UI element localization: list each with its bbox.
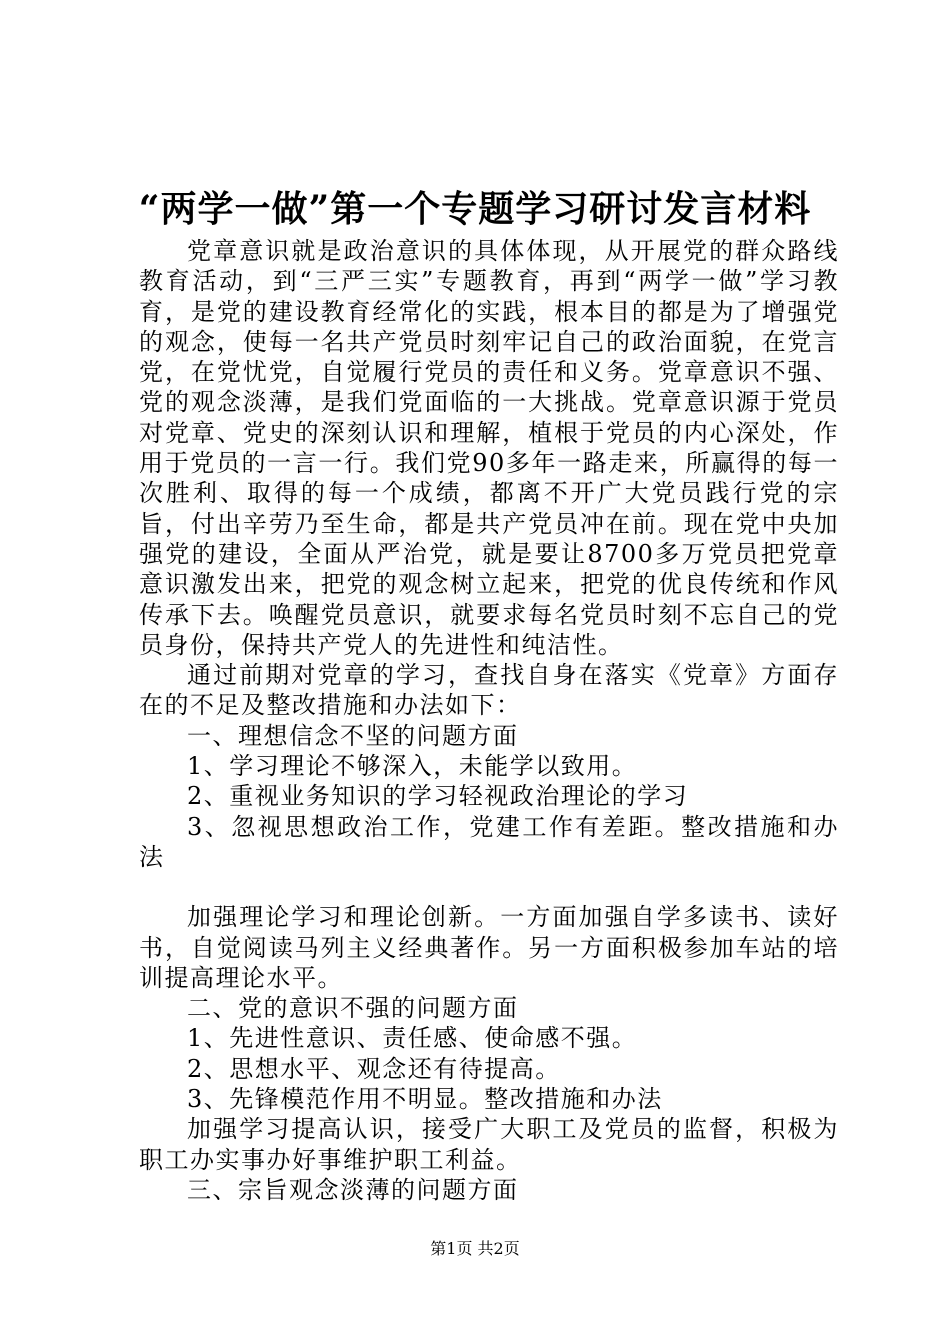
document-title: “两学一做”第一个专题学习研讨发言材料 [138, 188, 812, 230]
list-item: 2、思想水平、观念还有待提高。 [187, 1054, 561, 1083]
list-item: 3、忽视思想政治工作，党建工作有差距。整改措施和办法 [139, 812, 839, 871]
section-heading-3: 三、宗旨观念淡薄的问题方面 [187, 1175, 519, 1204]
paragraph-intro: 党章意识就是政治意识的具体体现，从开展党的群众路线教育活动，到“三严三实”专题教育，再到“两学一做”学习教育，是党的建设教育经常化的实践，根本目的都是为了增强党的观念，使每一名共产党员时刻牢记自己的政治面貌，在党言党，在党忧党，自觉履行党员的责任和义务。党章意识不强、党的观念淡薄，是我们党面临的一大挑战。党章意识源于党员对党章、党史的深刻认识和理解，植根于党员的内心深处，作用于党员的一言一行。我们党90多年一路走来，所赢得的每一次胜利、取得的每一个成绩，都离不开广大党员践行党的宗旨，付出辛劳乃至生命，都是共产党员冲在前。现在党中央加强党的建设，全面从严治党，就是要让8700多万党员把党章意识激发出来，把党的观念树立起来，把党的优良传统和作风传承下去。唤醒党员意识，就要求每名党员时刻不忘自己的党员身份，保持共产党人的先进性和纯洁性。 [139, 237, 839, 659]
list-item: 1、先进性意识、责任感、使命感不强。 [187, 1024, 638, 1053]
section-heading-2: 二、党的意识不强的问题方面 [187, 994, 519, 1023]
blank-line [139, 872, 839, 902]
list-item: 1、学习理论不够深入，未能学以致用。 [187, 752, 638, 781]
paragraph-measures-1: 加强理论学习和理论创新。一方面加强自学多读书、读好书，自觉阅读马列主义经典著作。另一方面积极参加车站的培训提高理论水平。 [139, 903, 839, 992]
paragraph-measures-2: 加强学习提高认识，接受广大职工及党员的监督，积极为职工办实事办好事维护职工利益。 [139, 1115, 839, 1174]
page-number: 第1页 共2页 [430, 1239, 520, 1258]
document-body [139, 236, 839, 1205]
list-item: 3、先锋模范作用不明显。整改措施和办法 [187, 1085, 663, 1114]
paragraph-summary: 通过前期对党章的学习，查找自身在落实《党章》方面存在的不足及整改措施和办法如下： [139, 661, 839, 720]
list-item: 2、重视业务知识的学习轻视政治理论的学习 [187, 782, 689, 811]
section-heading-1: 一、理想信念不坚的问题方面 [187, 721, 519, 750]
